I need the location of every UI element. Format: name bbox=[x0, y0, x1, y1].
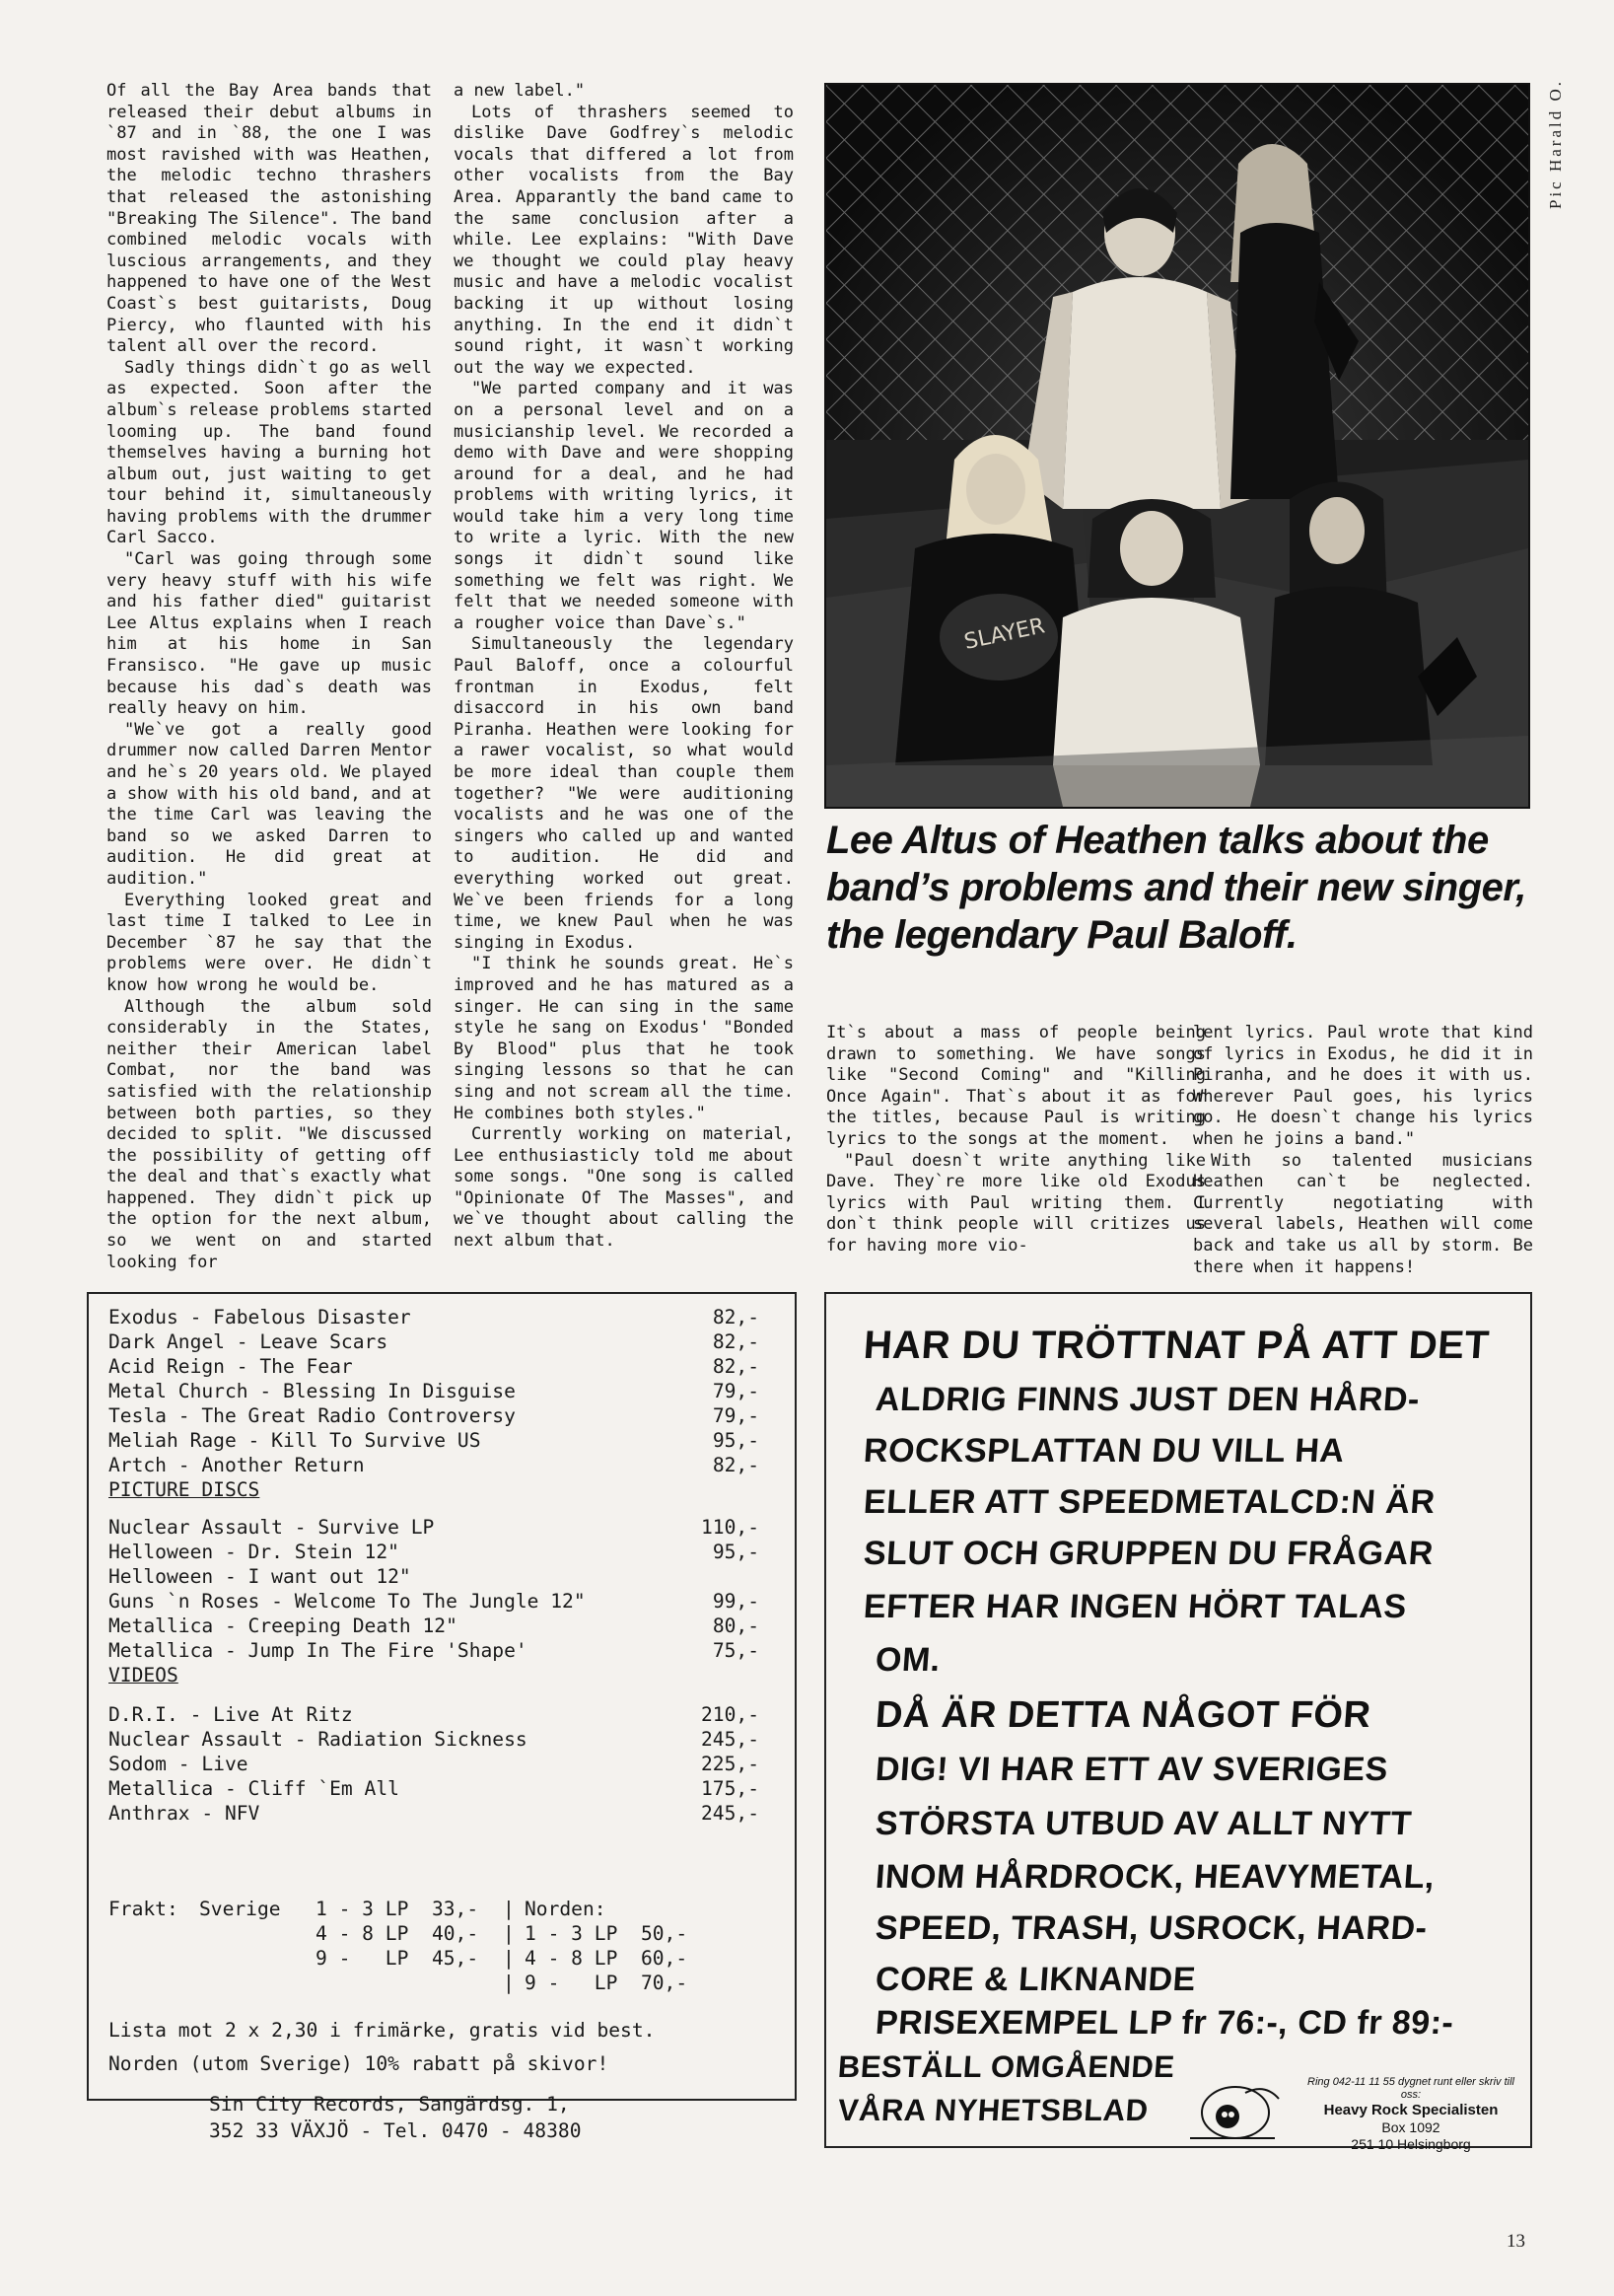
paragraph: "We parted company and it was on a personal level and on a musicianship level. We recorded a demo with Dave and were shopping around for a deal, and he had problems with writing lyrics, it would take him a very long time to write a lyric. With the new songs it didn`t sound like something we felt was right. We felt that we needed someone with a rougher voice than Dave`s." bbox=[454, 379, 794, 633]
heavy-rock-logo bbox=[1176, 2073, 1295, 2144]
paragraph: Although the album sold considerably in the States, neither their American label Combat, nor the band was satisfied with the relationship between both parties, so they decided to split. "We discussed the possibility of getting off the deal and that`s exactly what happened. They didn`t pick up the option for the next album, so we went on and started looking for bbox=[106, 996, 432, 1272]
video-price: 245,- bbox=[701, 1802, 759, 1825]
record-title: Guns `n Roses - Welcome To The Jungle 12" bbox=[108, 1590, 586, 1613]
videos-heading: VIDEOS bbox=[108, 1664, 178, 1686]
ad-handwritten-line: VÅRA NYHETSBLAD bbox=[836, 2093, 1150, 2127]
video-title: Sodom - Live bbox=[108, 1753, 248, 1775]
price-row bbox=[108, 1454, 759, 1478]
company-box: Box 1092 bbox=[1381, 2119, 1440, 2135]
phone-note: Ring 042-11 11 55 dygnet runt eller skriv till oss: bbox=[1307, 2076, 1514, 2101]
record-price: 95,- bbox=[712, 1429, 759, 1452]
video-title: D.R.I. - Live At Ritz bbox=[108, 1703, 353, 1726]
record-title: Dark Angel - Leave Scars bbox=[108, 1330, 388, 1353]
shipping-separator: | bbox=[503, 1947, 515, 1970]
ad-handwritten-line: SPEED, TRASH, USROCK, HARD- bbox=[874, 1909, 1429, 1947]
price-row bbox=[108, 1639, 759, 1664]
paragraph: Simultaneously the legendary Paul Baloff, once a colourful frontman in Exodus, felt disaccord in his own band Piranha. Heathen were looking for a rawer vocalist, so what would be more ideal than couple them together? "We were auditioning vocalists and he was one of the singers who called up and wanted to audition. He did and everything worked out great. We`ve been friends for a long time, we knew Paul when he was singing in Exodus. bbox=[454, 634, 794, 953]
article-column-1 bbox=[106, 81, 432, 1273]
record-price: 110,- bbox=[701, 1516, 759, 1539]
shipping-norden-rate: 1 - 3 LP 50,- bbox=[525, 1922, 688, 1945]
price-row bbox=[108, 1541, 759, 1565]
ad-handwritten-line: PRISEXEMPEL LP fr 76:-, CD fr 89:- bbox=[874, 2004, 1455, 2042]
company-name: Heavy Rock Specialisten bbox=[1323, 2102, 1499, 2118]
price-row bbox=[108, 1802, 759, 1827]
paragraph: "I think he sounds great. He`s improved and he has matured as a singer. He can sing in the same style he sang on Exodus' "Bonded By Blood" plus that he took singing lessons so that he can sing and not scream all the time. He combines both styles." bbox=[454, 954, 794, 1123]
ad-handwritten-line: HAR DU TRÖTTNAT PÅ ATT DET bbox=[862, 1324, 1491, 1367]
paragraph: Currently working on material, Lee enthusiasticly told me about some songs. "One song is called "Opinionate Of The Masses", and we`ve thought about calling the next album that. bbox=[454, 1124, 794, 1252]
ad-note: Norden (utom Sverige) 10% rabatt på skivor! bbox=[108, 2052, 609, 2075]
page-number: 13 bbox=[1507, 2231, 1525, 2252]
record-title: Nuclear Assault - Survive LP bbox=[108, 1516, 435, 1539]
record-price: 82,- bbox=[712, 1306, 759, 1328]
article-column-3 bbox=[826, 1023, 1206, 1257]
record-price: 99,- bbox=[712, 1590, 759, 1613]
paragraph: Of all the Bay Area bands that released their debut albums in `87 and in `88, the one I was most ravished with was Heathen, the melodic techno thrashers that released the astonishing "Breaking The Silence". The band combined melodic vocals with luscious arrangements, and they happened to have one of the West Coast`s best guitarists, Doug Piercy, who flaunted with his talent all over the record. bbox=[106, 81, 432, 357]
article-column-4 bbox=[1193, 1023, 1533, 1278]
record-price: 82,- bbox=[712, 1355, 759, 1378]
video-price: 175,- bbox=[701, 1777, 759, 1800]
paragraph: Lots of thrashers seemed to dislike Dave Godfrey`s melodic vocals that differed a lot from other vocalists from the Bay Area. Apparantly the band came to the same conclusion after a while. Lee explains: "With Dave we thought we could play heavy music and have a melodic vocalist backing it up without losing anything. In the end it didn`t sound right, it wasn`t working out the way we expected. bbox=[454, 102, 794, 378]
ad-handwritten-line: INOM HÅRDROCK, HEAVYMETAL, bbox=[874, 1858, 1437, 1896]
price-row bbox=[108, 1380, 759, 1404]
ad-handwritten-line: DIG! VI HAR ETT AV SVERIGES bbox=[874, 1751, 1390, 1788]
shipping-sverige-rate: 1 - 3 LP 33,- bbox=[316, 1898, 479, 1920]
shipping-separator: | bbox=[503, 1898, 515, 1920]
price-row bbox=[108, 1614, 759, 1639]
paragraph: a new label." bbox=[454, 81, 586, 101]
price-row bbox=[108, 1565, 759, 1590]
shipping-label: Frakt: bbox=[108, 1898, 178, 1920]
record-price: 75,- bbox=[712, 1639, 759, 1662]
ad-handwritten-line: ELLER ATT SPEEDMETALCD:N ÄR bbox=[862, 1483, 1437, 1521]
article-headline: Lee Altus of Heathen talks about the band’s problems and their new singer, the legendary Paul Baloff. bbox=[826, 819, 1526, 957]
paragraph: Everything looked great and last time I talked to Lee in December `87 he say that the problems were over. He didn`t know how wrong he would be. bbox=[106, 890, 432, 995]
shipping-sverige-rate: 9 - LP 45,- bbox=[316, 1947, 479, 1970]
ad-handwritten-line: OM. bbox=[874, 1641, 943, 1679]
record-title: Meliah Rage - Kill To Survive US bbox=[108, 1429, 481, 1452]
paragraph: "Paul doesn`t write anything like Dave. They`re more like old Exodus lyrics with Paul writing them. I don`t think people will critizes us for having more vio- bbox=[826, 1150, 1206, 1256]
record-price: 95,- bbox=[712, 1541, 759, 1563]
record-title: Metal Church - Blessing In Disguise bbox=[108, 1380, 516, 1402]
video-title: Anthrax - NFV bbox=[108, 1802, 260, 1825]
paragraph: With so talented musicians Heathen can`t be neglected. Currently negotiating with several labels, Heathen will come back and take us all by storm. Be there when it happens! bbox=[1193, 1150, 1533, 1277]
svg-text:SLAYER: SLAYER bbox=[961, 613, 1047, 656]
picture-discs-heading: PICTURE DISCS bbox=[108, 1478, 260, 1501]
paragraph: Sadly things didn`t go as well as expected. Soon after the album`s release problems started looming up. The band found themselves having a burning hot album out, just waiting to get tour behind it, simultaneously having problems with the drummer Carl Sacco. bbox=[106, 357, 432, 548]
shipping-norden-rate: 4 - 8 LP 60,- bbox=[525, 1947, 688, 1970]
shipping-sverige-label: Sverige bbox=[199, 1898, 281, 1920]
paragraph: lent lyrics. Paul wrote that kind of lyrics in Exodus, he did it in Piranha, and he does it with us. Wherever Paul goes, his lyrics go. He doesn`t change his lyrics when he joins a band." bbox=[1193, 1023, 1533, 1149]
ad-handwritten-line: EFTER HAR INGEN HÖRT TALAS bbox=[862, 1588, 1409, 1625]
price-row bbox=[108, 1429, 759, 1454]
band-photo-image bbox=[826, 85, 1528, 807]
price-row bbox=[108, 1306, 759, 1330]
paragraph: "Carl was going through some very heavy stuff with his wife and his father died" guitarist Lee Altus explains when I reach him at his home in San Fransisco. "He gave up music because his dad`s death was really heavy on him. bbox=[106, 549, 432, 719]
ad-handwritten-line: ALDRIG FINNS JUST DEN HÅRD- bbox=[874, 1381, 1422, 1418]
video-title: Nuclear Assault - Radiation Sickness bbox=[108, 1728, 527, 1751]
ad-handwritten-line: STÖRSTA UTBUD AV ALLT NYTT bbox=[874, 1805, 1414, 1842]
price-row bbox=[108, 1355, 759, 1380]
record-price: 79,- bbox=[712, 1380, 759, 1402]
record-title: Exodus - Fabelous Disaster bbox=[108, 1306, 411, 1328]
ad-handwritten-line: CORE & LIKNANDE bbox=[874, 1961, 1198, 1998]
shipping-norden-label: Norden: bbox=[525, 1898, 606, 1920]
record-price: 82,- bbox=[712, 1330, 759, 1353]
article-column-2 bbox=[454, 81, 794, 1253]
record-price: 79,- bbox=[712, 1404, 759, 1427]
shipping-norden-rate: 9 - LP 70,- bbox=[525, 1972, 688, 1994]
heavy-rock-specialisten-ad bbox=[824, 1292, 1532, 2152]
ad-handwritten-line: SLUT OCH GRUPPEN DU FRÅGAR bbox=[862, 1535, 1436, 1572]
price-row bbox=[108, 1516, 759, 1541]
shipping-sverige-rate: 4 - 8 LP 40,- bbox=[316, 1922, 479, 1945]
video-price: 245,- bbox=[701, 1728, 759, 1751]
price-row bbox=[108, 1404, 759, 1429]
shipping-separator: | bbox=[503, 1972, 515, 1994]
ad-handwritten-line: DÅ ÄR DETTA NÅGOT FÖR bbox=[874, 1694, 1372, 1736]
price-row bbox=[108, 1703, 759, 1728]
ad-handwritten-line: ROCKSPLATTAN DU VILL HA bbox=[862, 1432, 1346, 1470]
record-title: Acid Reign - The Fear bbox=[108, 1355, 353, 1378]
photo-credit: Pic Harald O. bbox=[1546, 78, 1565, 209]
video-price: 225,- bbox=[701, 1753, 759, 1775]
video-price: 210,- bbox=[701, 1703, 759, 1726]
company-city: 251 10 Helsingborg bbox=[1351, 2136, 1471, 2152]
video-title: Metallica - Cliff `Em All bbox=[108, 1777, 399, 1800]
price-row bbox=[108, 1330, 759, 1355]
ad-handwritten-line: BESTÄLL OMGÅENDE bbox=[836, 2049, 1176, 2084]
ad-address: Sin City Records, Sangärdsg. 1, bbox=[209, 2093, 570, 2116]
record-title: Tesla - The Great Radio Controversy bbox=[108, 1404, 516, 1427]
record-title: Artch - Another Return bbox=[108, 1454, 365, 1476]
record-title: Helloween - Dr. Stein 12" bbox=[108, 1541, 399, 1563]
price-row bbox=[108, 1590, 759, 1614]
record-title: Helloween - I want out 12" bbox=[108, 1565, 411, 1588]
ad-note: Lista mot 2 x 2,30 i frimärke, gratis vid best. bbox=[108, 2019, 656, 2042]
ad-address: 352 33 VÄXJÖ - Tel. 0470 - 48380 bbox=[209, 2119, 582, 2142]
paragraph: "We`ve got a really good drummer now called Darren Mentor and he`s 20 years old. We played a show with his old band, and at the time Carl was leaving the band so we asked Darren to audition. He did great at audition." bbox=[106, 719, 432, 889]
price-row bbox=[108, 1753, 759, 1777]
hrs-contact-block bbox=[1298, 2076, 1524, 2153]
record-title: Metallica - Creeping Death 12" bbox=[108, 1614, 457, 1637]
price-row bbox=[108, 1777, 759, 1802]
record-price: 82,- bbox=[712, 1454, 759, 1476]
price-row bbox=[108, 1728, 759, 1753]
record-title: Metallica - Jump In The Fire 'Shape' bbox=[108, 1639, 527, 1662]
shipping-separator: | bbox=[503, 1922, 515, 1945]
band-photo bbox=[824, 83, 1530, 809]
sin-city-records-ad bbox=[87, 1292, 797, 2142]
record-price: 80,- bbox=[712, 1614, 759, 1637]
paragraph: It`s about a mass of people being drawn to something. We have songs like "Second Coming" and "Killing Once Again". That`s about it as for the titles, because Paul is writing lyrics to the songs at the moment. bbox=[826, 1023, 1206, 1149]
